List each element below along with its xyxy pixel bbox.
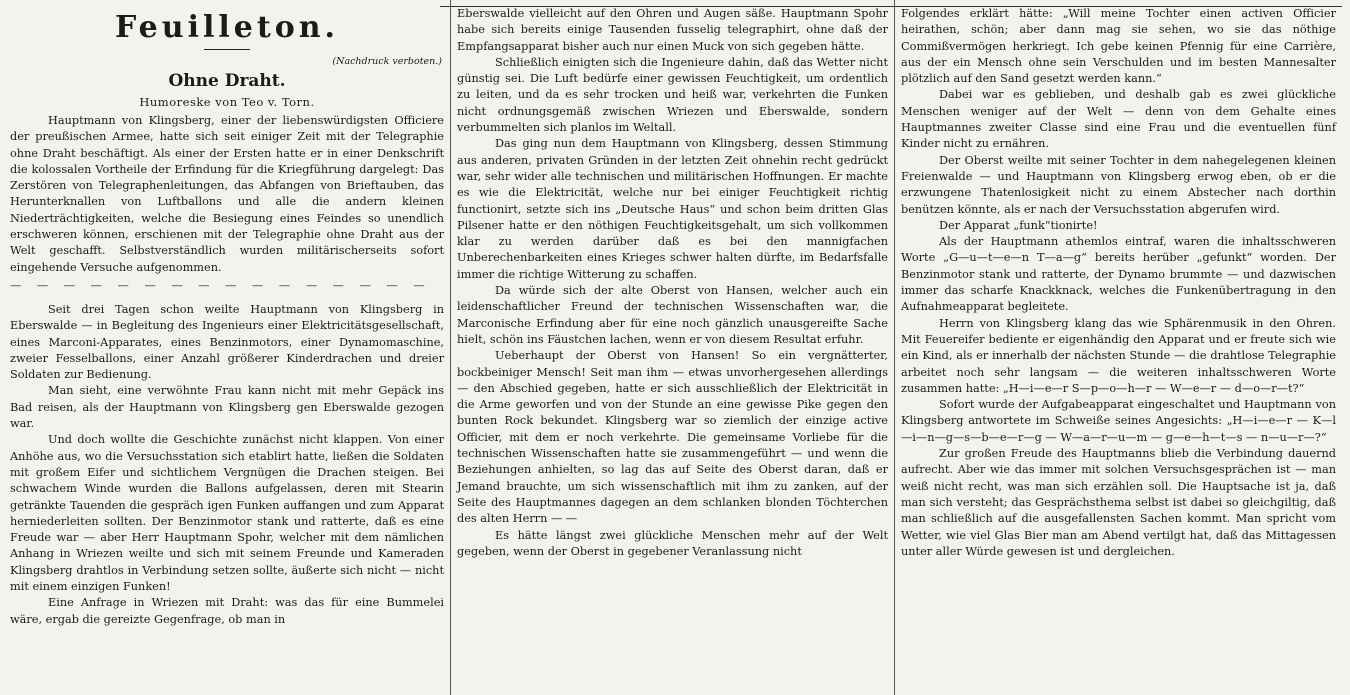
- column-3: [894, 0, 1342, 695]
- paragraph: Schließlich einigten sich die Ingenieure dahin, daß das Wetter nicht günstig sei. Die Luft bedürfe einer gewissen Feuchtigkeit, um ordentlich zu leiten, und da es sehr trocken und heiß war, verkehrten die Funken nicht ordnungsgemäß zwischen Wriezen und Eberswalde, sondern verbummelten sich planlos im Weltall.: [457, 55, 888, 135]
- paragraph: Es hätte längst zwei glückliche Menschen mehr auf der Welt gegeben, wenn der Oberst in gegebener Veranlassung nicht: [457, 528, 888, 558]
- paragraph: Hauptmann von Klingsberg, einer der liebenswürdigsten Officiere der preußischen Armee, hatte sich seit einiger Zeit mit der Telegraphie ohne Draht beschäftigt. Als einer der Ersten hatte er in einer Denkschrift die kolossalen Vortheile der Erfindung für die Kriegführung dargelegt: Das Zerstören von Telegraphenleitungen, das Abfangen von Brieftauben, das Herunterknallen von Luftballons und alle die andern kleinen Niederträchtigkeiten, welche die Besiegung eines Feindes so unendlich erschweren können, erschienen mit der Telegraphie ohne Draht aus der Welt geschafft. Selbstverständlich wurden militärischerseits sofort eingehende Versuche aufgenommen.: [10, 114, 444, 274]
- paragraph: Seit drei Tagen schon weilte Hauptmann von Klingsberg in Eberswalde — in Begleitung des Ingenieurs einer Elektricitätsgesellschaft, eines Marconi-Apparates, eines Benzinmotors, einer Dynamomaschine, zweier Fesselballons, einer Anzahl größerer Kinderdrachen und dreier Soldaten zur Bedienung.: [10, 302, 444, 382]
- paragraph: Herrn von Klingsberg klang das wie Sphärenmusik in den Ohren. Mit Feuereifer bediente er eigenhändig den Apparat und er freute sich wie ein Kind, als er innerhalb der nächsten Stunde — die drahtlose Telegraphie arbeitet noch sehr langsam — die weiteren inhaltsschweren Worte zusammen hatte: „H—i—e—r S—p—o—h—r — W—e—r — d—o—r—t?“: [901, 316, 1336, 395]
- column-2-body: [457, 6, 888, 560]
- reprint-notice: (Nachdruck verboten.): [332, 56, 442, 67]
- article-byline: Humoreske von Teo v. Torn.: [139, 95, 315, 109]
- paragraph: Der Oberst weilte mit seiner Tochter in dem nahegelegenen kleinen Freienwalde — und Hauptmann von Klingsberg erwog eben, ob er die erzwungene Thatenlosigkeit nicht zu einem Abstecher nach dorthin benützen könnte, als er nach der Versuchsstation abgerufen wird.: [901, 153, 1336, 216]
- column-3-body: [901, 6, 1336, 560]
- paragraph: Der Apparat „funk“tionirte!: [939, 218, 1098, 232]
- paragraph: Zur großen Freude des Hauptmanns blieb die Verbindung dauernd aufrecht. Aber wie das immer mit solchen Versuchsgesprächen ist — man weiß nicht recht, was man sich erzählen soll. Die Hauptsache ist ja, daß man sich versteht; das Gesprächsthema selbst ist dabei so gleichgiltig, daß man schließlich auf die ausgefallensten Sachen kommt. Man spricht vom Wetter, wie viel Glas Bier man am Abend vertilgt hat, daß das Mittagessen unter aller Würde gewesen ist und dergleichen.: [901, 447, 1336, 558]
- paragraph: Eberswalde vielleicht auf den Ohren und Augen säße. Hauptmann Spohr habe sich bereits einige Tausenden fusselig telegraphirt, ohne daß der Empfangsapparat bisher auch nur einen Muck von sich gegeben hätte.: [457, 7, 888, 53]
- column-1: [10, 0, 450, 695]
- section-masthead: Feuilleton.: [115, 10, 339, 45]
- paragraph: Man sieht, eine verwöhnte Frau kann nicht mit mehr Gepäck ins Bad reisen, als der Hauptmann von Klingsberg gen Eberswalde gezogen war.: [10, 384, 444, 431]
- column-1-body: [10, 113, 444, 628]
- paragraph: Als der Hauptmann athemlos eintraf, waren die inhaltsschweren Worte „G—u—t—e—n T—a—g“ bereits herüber „gefunkt“ worden. Der Benzinmotor stank und ratterte, der Dynamo brummte — und dazwischen immer das scharfe Knackknack, welches die Funkenübertragung in den Aufnahmeapparat begleitete.: [901, 235, 1336, 314]
- column-2: [450, 0, 894, 695]
- paragraph: Da würde sich der alte Oberst von Hansen, welcher auch ein leidenschaftlicher Freund der technischen Wissenschaften war, die Marconische Erfindung aber für eine noch gänzlich unausgereifte Sache hielt, schön ins Fäustchen lachen, wenn er von diesem Resultat erfuhr.: [457, 284, 888, 346]
- article-title: Ohne Draht.: [168, 71, 286, 91]
- column-layout: [10, 0, 1342, 695]
- paragraph: Das ging nun dem Hauptmann von Klingsberg, dessen Stimmung aus anderen, privaten Gründen in der letzten Zeit ohnehin recht gedrückt war, sehr wider alle technischen und militärischen Hoffnungen. Er machte es wie die Elektricität, welche nur bei einiger Feuchtigkeit richtig functionirt, setzte sich ins „Deutsche Haus“ und schon beim dritten Glas Pilsener hatte er den nöthigen Feuchtigkeitsgehalt, um sich vollkommen klar zu werden darüber daß es bei den mannigfachen Unberechenbarkeiten eines Krieges schwer halten dürfte, im Bedarfsfalle immer die richtige Witterung zu schaffen.: [457, 137, 888, 281]
- masthead-rule: [204, 49, 250, 50]
- section-separator: — — — — — — — — — — — — — — — —: [10, 278, 431, 292]
- paragraph: Eine Anfrage in Wriezen mit Draht: was das für eine Bummelei wäre, ergab die gereizte Gegenfrage, ob man in: [10, 596, 444, 626]
- paragraph: Dabei war es geblieben, und deshalb gab es zwei glückliche Menschen weniger auf der Welt — denn von dem Gehalte eines Hauptmannes zweiter Classe sind eine Frau und die eventuellen fünf Kinder nicht zu ernähren.: [901, 88, 1336, 151]
- paragraph: Ueberhaupt der Oberst von Hansen! So ein vergnätterter, bockbeiniger Mensch! Seit man ihm — etwas unvorhergesehen allerdings — den Abschied gegeben, hatte er sich ausschließlich der Elektricität in die Arme geworfen und von der Stunde an eine gewisse Pike gegen den bunten Rock bekundet. Klingsberg war so ziemlich der einzige active Officier, mit dem er noch verkehrte. Die gemeinsame Vorliebe für die technischen Wissenschaften hatte sie zusammengeführt — und wenn die Beziehungen anhielten, so lag das auf Seite des Oberst daran, daß er Jemand brauchte, um sich wissenschaftlich mit ihm zu zanken, auf der Seite des Hauptmannes dagegen an dem schlanken blonden Töchterchen des alten Herrn — —: [457, 349, 888, 526]
- paragraph: Sofort wurde der Aufgabeapparat eingeschaltet und Hauptmann von Klingsberg antwortete im Schweiße seines Angesichts: „H—i—e—r — K—l—i—n—g—s—b—e—r—g — W—a—r—u—m — g—e—h—t—s — n—u—r—?“: [901, 398, 1336, 444]
- paragraph: Folgendes erklärt hätte: „Will meine Tochter einen activen Officier heirathen, schön; aber dann mag sie sehen, wo sie das nöthige Commißvermögen herkriegt. Ich gebe keinen Pfennig für eine Carrière, aus der ein Mensch ohne sein Verschulden und im besten Mannesalter plötzlich auf den Sand gesetzt werden kann.“: [901, 7, 1336, 86]
- paragraph: Und doch wollte die Geschichte zunächst nicht klappen. Von einer Anhöhe aus, wo die Versuchsstation sich etablirt hatte, ließen die Soldaten mit großem Eifer und sichtlichem Vergnügen die Drachen steigen. Bei schwachem Winde wurden die Ballons aufgelassen, deren mit Stearin getränkte Tauenden die gespräch igen Funken auffangen und zum Apparat herniederleiten sollten. Der Benzinmotor stank und ratterte, daß es eine Freude war — aber Herr Hauptmann Spohr, welcher mit dem nämlichen Anhang in Wriezen weilte und sich mit seinem Freunde und Kameraden Klingsberg drahtlos in Verbindung setzen sollte, äußerte sich nicht — nicht mit einem einzigen Funken!: [10, 433, 444, 594]
